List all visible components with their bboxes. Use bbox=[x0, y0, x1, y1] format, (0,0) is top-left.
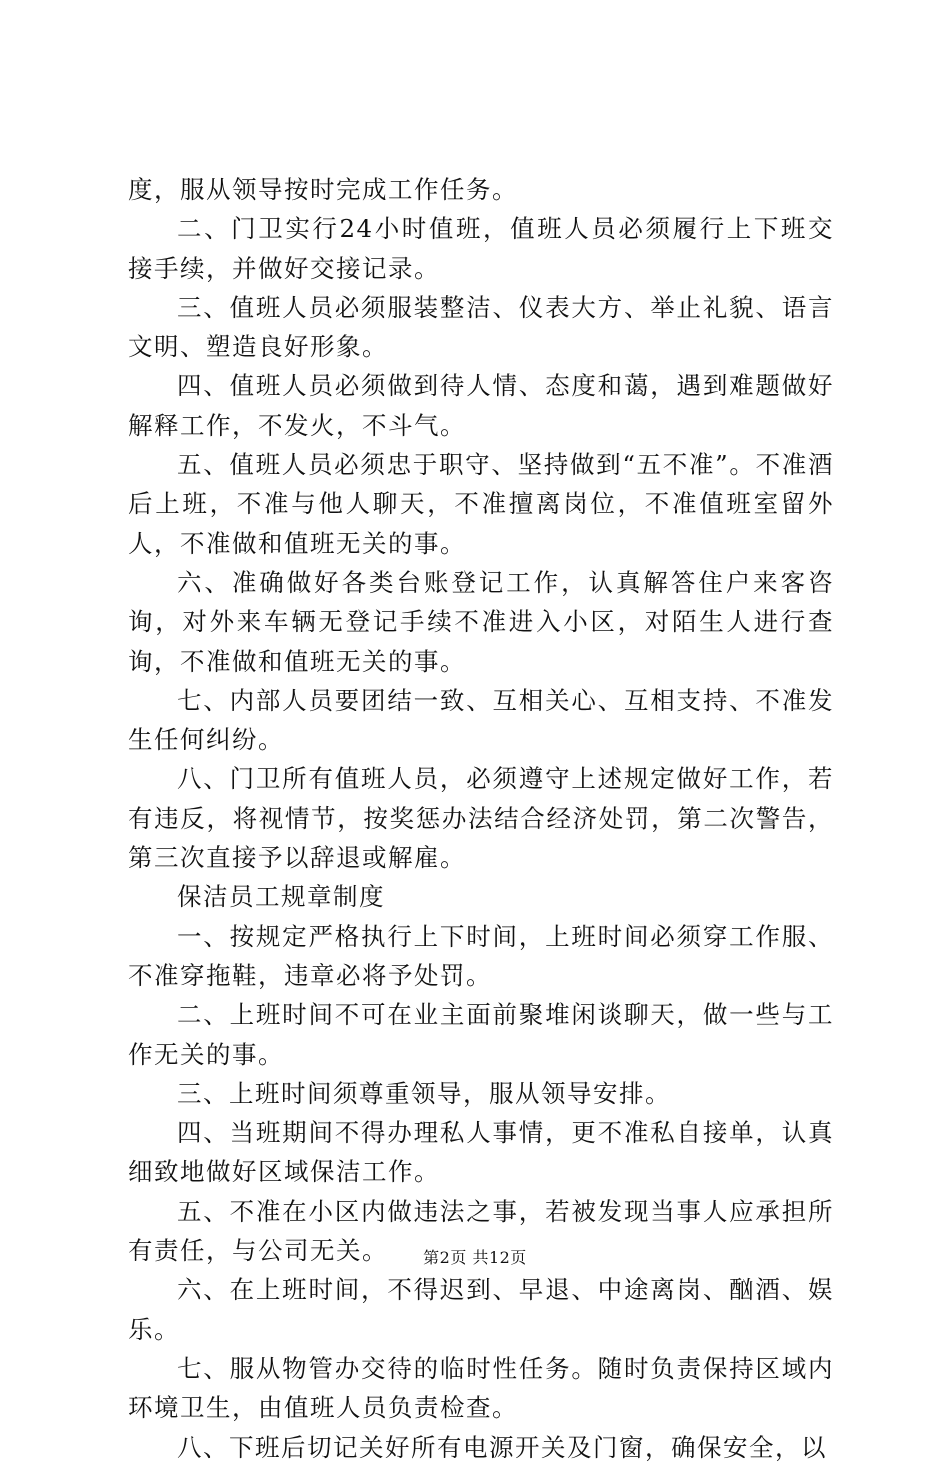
paragraph-cleaning-rule-2: 二、上班时间不可在业主面前聚堆闲谈聊天，做一些与工作无关的事。 bbox=[128, 1000, 834, 1069]
paragraph-gate-rule-3: 三、值班人员必须服装整洁、仪表大方、举止礼貌、语言文明、塑造良好形象。 bbox=[128, 292, 834, 362]
paragraph-gate-rule-8: 八、门卫所有值班人员，必须遵守上述规定做好工作，若有违反，将视情节，按奖惩办法结合经济处罚，第二次警告，第三次直接予以辞退或解雇。 bbox=[128, 764, 834, 873]
document-body bbox=[128, 170, 834, 1467]
paragraph-gate-rule-5: 五、值班人员必须忠于职守、坚持做到“五不准”。不准酒后上班，不准与他人聊天，不准擅离岗位，不准值班室留外人，不准做和值班无关的事。 bbox=[128, 450, 834, 558]
paragraph-cleaning-rule-8: 八、下班后切记关好所有电源开关及门窗，确保安全，以 bbox=[177, 1432, 827, 1462]
paragraph-gate-rule-2: 二、门卫实行24小时值班，值班人员必须履行上下班交接手续，并做好交接记录。 bbox=[128, 214, 834, 283]
paragraph-cleaning-rule-4: 四、当班期间不得办理私人事情，更不准私自接单，认真细致地做好区域保洁工作。 bbox=[128, 1118, 834, 1187]
paragraph-continuation: 度，服从领导按时完成工作任务。 bbox=[128, 175, 518, 204]
paragraph-cleaning-rule-6: 六、在上班时间，不得迟到、早退、中途离岗、酗酒、娱乐。 bbox=[128, 1275, 834, 1344]
paragraph-cleaning-rule-5: 五、不准在小区内做违法之事，若被发现当事人应承担所有责任，与公司无关。 bbox=[128, 1196, 834, 1266]
paragraph-cleaning-rule-7: 七、服从物管办交待的临时性任务。随时负责保持区域内环境卫生，由值班人员负责检查。 bbox=[128, 1353, 834, 1423]
page-number-label: 第2页 共12页 bbox=[423, 1248, 527, 1267]
page-footer bbox=[0, 1245, 950, 1268]
paragraph-gate-rule-4: 四、值班人员必须做到待人情、态度和蔼，遇到难题做好解释工作，不发火，不斗气。 bbox=[128, 371, 834, 440]
paragraph-cleaning-rule-1: 一、按规定严格执行上下时间，上班时间必须穿工作服、不准穿拖鞋，违章必将予处罚。 bbox=[128, 921, 834, 990]
paragraph-cleaning-rule-3: 三、上班时间须尊重领导，服从领导安排。 bbox=[177, 1078, 671, 1108]
paragraph-gate-rule-7: 七、内部人员要团结一致、互相关心、互相支持、不准发生任何纠纷。 bbox=[128, 685, 834, 755]
paragraph-gate-rule-6: 六、准确做好各类台账登记工作，认真解答住户来客咨询，对外来车辆无登记手续不准进入小区，对陌生人进行查询，不准做和值班无关的事。 bbox=[128, 567, 834, 676]
section-heading-cleaning-rules: 保洁员工规章制度 bbox=[177, 882, 385, 912]
